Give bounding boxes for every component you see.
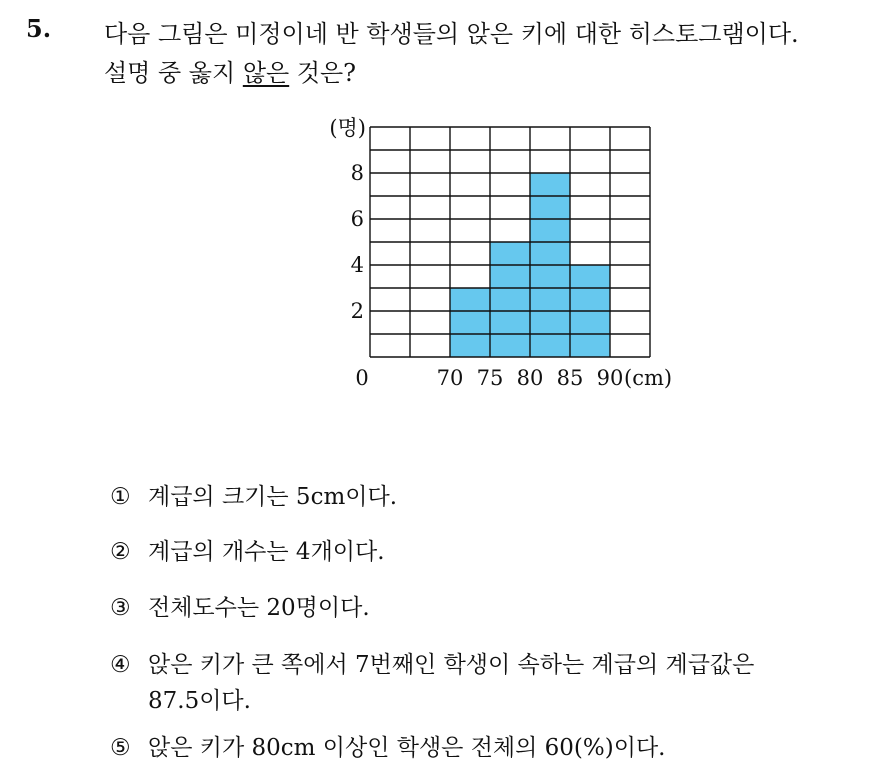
histogram-bar-70-75 xyxy=(450,288,490,357)
x-origin-label: 0 xyxy=(355,366,369,390)
choice-5-mark: ⑤ xyxy=(110,735,131,761)
choice-3-mark: ③ xyxy=(110,595,131,621)
choice-2-mark: ② xyxy=(110,539,131,565)
y-tick-label-2: 2 xyxy=(350,299,364,323)
histogram-chart xyxy=(300,112,673,392)
x-tick-label-75: 75 xyxy=(476,366,504,390)
y-tick-label-4: 4 xyxy=(350,253,364,277)
question-text-line1: 다음 그림은 미정이네 반 학생들의 앉은 키에 대한 히스토그램이다. xyxy=(104,20,799,48)
question-text-part2: 것은? xyxy=(289,59,357,87)
y-axis-label: (명) xyxy=(329,116,366,140)
x-tick-label-70: 70 xyxy=(436,366,464,390)
choice-2[interactable] xyxy=(110,533,385,566)
y-tick-label-8: 8 xyxy=(350,161,364,185)
x-tick-label-85: 85 xyxy=(556,366,584,390)
histogram-bar-75-80 xyxy=(490,242,530,357)
choice-4-text: 앉은 키가 큰 쪽에서 7번째인 학생이 속하는 계급의 계급값은 xyxy=(148,652,755,678)
choice-4-mark: ④ xyxy=(110,652,131,678)
choice-4[interactable] xyxy=(110,646,754,679)
y-tick-label-6: 6 xyxy=(350,207,364,231)
choice-4-text-continued: 87.5이다. xyxy=(148,688,251,714)
question-text-part1: 설명 중 옳지 xyxy=(104,59,243,87)
x-axis-label: (cm) xyxy=(624,366,673,390)
choice-5[interactable] xyxy=(110,729,665,762)
choice-3[interactable] xyxy=(110,589,370,622)
question-number: 5. xyxy=(26,14,52,43)
x-tick-label-90: 90 xyxy=(596,366,624,390)
x-tick-label-80: 80 xyxy=(516,366,544,390)
question-underlined-word: 않은 xyxy=(242,59,290,87)
choice-1[interactable] xyxy=(110,478,397,511)
choice-2-text: 계급의 개수는 4개이다. xyxy=(148,539,385,565)
choice-1-text: 계급의 크기는 5cm이다. xyxy=(148,484,398,510)
choice-3-text: 전체도수는 20명이다. xyxy=(148,595,370,621)
choice-5-text: 앉은 키가 80cm 이상인 학생은 전체의 60(%)이다. xyxy=(148,735,666,761)
question-text-line2 xyxy=(104,53,356,88)
choice-1-mark: ① xyxy=(110,484,131,510)
